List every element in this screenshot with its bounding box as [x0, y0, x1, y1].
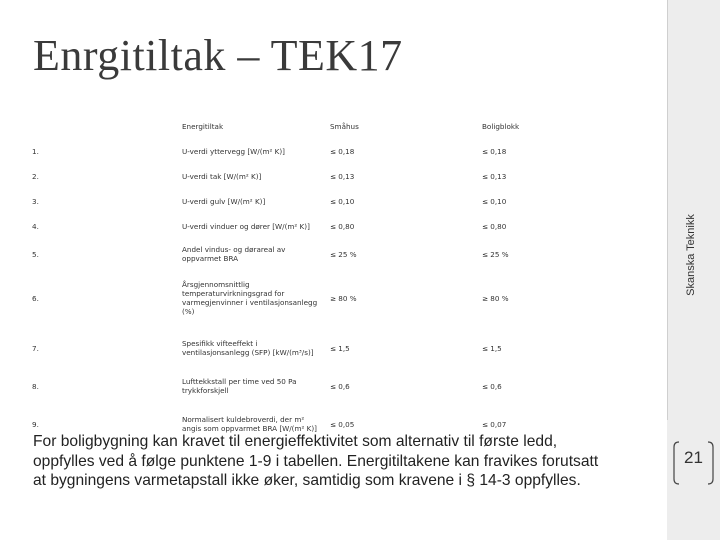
row-boligblokk-value: ≤ 0,80	[482, 222, 507, 231]
row-description: Spesifikk vifteeffekt i ventilasjonsanlegg (SFP) [kW/(m³/s)]	[182, 339, 314, 357]
row-smahus-value: ≤ 0,80	[330, 222, 355, 231]
row-smahus-value: ≤ 0,18	[330, 147, 355, 156]
row-boligblokk-value: ≤ 0,6	[482, 381, 502, 391]
row-smahus-value: ≤ 0,13	[330, 172, 355, 181]
slide-title: Enrgitiltak – TEK17	[33, 31, 403, 80]
row-number: 3.	[32, 197, 39, 206]
table-row	[28, 269, 546, 327]
row-smahus-value: ≤ 0,05	[330, 419, 355, 429]
row-description: U-verdi vinduer og dører [W/(m² K)]	[182, 222, 310, 231]
footnote-text: For boligbygning kan kravet til energieffektivitet som alternativ til første ledd, oppfylles ved å følge punktene 1-9 i tabellen. Energitiltakene kan fravikes forutsatt at bygningens varmetapstall ikke øker, samtidig som kravene i § 14-3 oppfylles.	[33, 433, 599, 489]
energy-measures-table	[28, 113, 546, 445]
header-energitiltak: Energitiltak	[182, 121, 224, 131]
row-number: 9.	[32, 419, 39, 429]
row-smahus-value: ≤ 25 %	[330, 249, 357, 259]
row-number: 4.	[32, 222, 39, 231]
sidebar-divider	[667, 0, 668, 420]
row-boligblokk-value: ≤ 0,18	[482, 147, 507, 156]
row-description: U-verdi tak [W/(m² K)]	[182, 172, 262, 181]
row-description: Lufttekkstall per time ved 50 Pa trykkforskjell	[182, 377, 297, 395]
table-row	[28, 214, 546, 239]
header-boligblokk: Boligblokk	[482, 121, 520, 131]
row-description: U-verdi yttervegg [W/(m² K)]	[182, 147, 285, 156]
table-row	[28, 189, 546, 214]
row-number: 1.	[32, 147, 39, 156]
row-boligblokk-value: ≤ 25 %	[482, 249, 509, 259]
row-number: 8.	[32, 381, 39, 391]
row-boligblokk-value: ≤ 0,07	[482, 419, 507, 429]
row-number: 6.	[32, 293, 39, 303]
row-boligblokk-value: ≤ 0,13	[482, 172, 507, 181]
row-number: 5.	[32, 249, 39, 259]
table-row	[28, 327, 546, 369]
table-header-row	[28, 113, 546, 139]
row-smahus-value: ≤ 0,6	[330, 381, 350, 391]
row-boligblokk-value: ≤ 1,5	[482, 343, 502, 353]
page-number: 21	[684, 448, 703, 467]
sidebar-label: Skanska Teknikk	[685, 214, 697, 296]
row-description: U-verdi gulv [W/(m² K)]	[182, 197, 266, 206]
row-smahus-value: ≤ 1,5	[330, 343, 350, 353]
row-smahus-value: ≥ 80 %	[330, 293, 357, 303]
table-row	[28, 239, 546, 269]
row-number: 2.	[32, 172, 39, 181]
row-boligblokk-value: ≤ 0,10	[482, 197, 507, 206]
header-number	[28, 113, 178, 139]
row-boligblokk-value: ≥ 80 %	[482, 293, 509, 303]
row-smahus-value: ≤ 0,10	[330, 197, 355, 206]
table-row	[28, 369, 546, 403]
row-description: Normalisert kuldebroverdi, der m² angis som oppvarmet BRA [W/(m² K)]	[182, 415, 317, 433]
row-description: Andel vindus- og dørareal av oppvarmet BRA	[182, 245, 286, 263]
row-description: Årsgjennomsnittlig temperaturvirkningsgrad for varmegjenvinner i ventilasjonsanlegg (%)	[182, 280, 318, 316]
table-row	[28, 164, 546, 189]
table-row	[28, 139, 546, 164]
row-number: 7.	[32, 343, 39, 353]
header-smahus: Småhus	[330, 121, 359, 131]
